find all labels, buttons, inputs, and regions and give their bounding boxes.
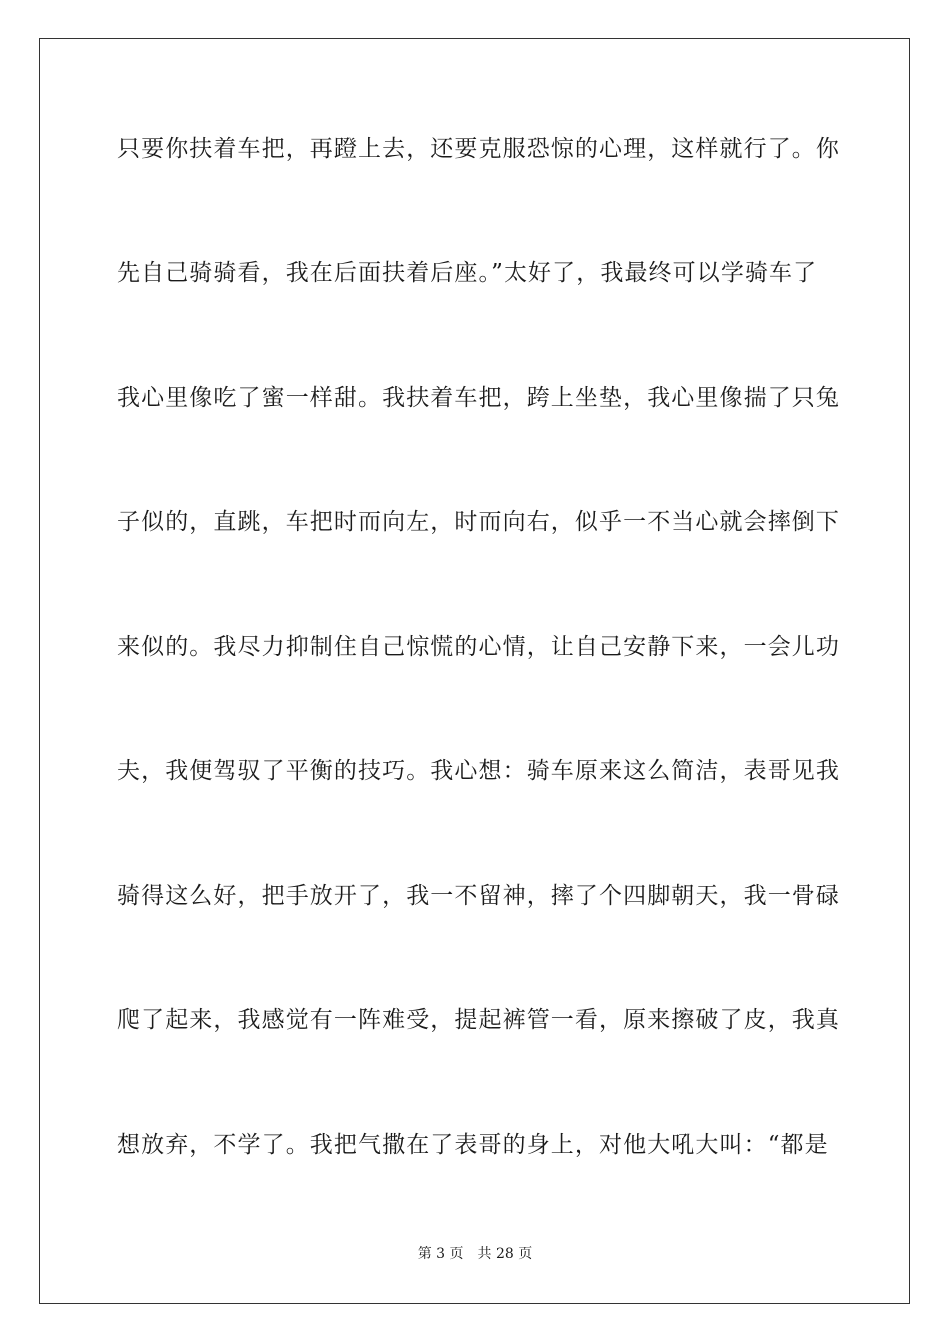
page-total: 共 28 页 xyxy=(477,1246,533,1262)
page-footer xyxy=(0,1245,950,1263)
text-line: 骑得这么好，把手放开了，我一不留神，摔了个四脚朝天，我一骨碌 xyxy=(117,883,840,909)
text-line: 想放弃，不学了。我把气撒在了表哥的身上，对他大吼大叫：“都是 xyxy=(117,1132,829,1158)
page-number: 第 3 页 xyxy=(417,1246,464,1262)
text-line: 来似的。我尽力抑制住自己惊慌的心情，让自己安静下来，一会儿功 xyxy=(117,634,840,660)
text-line: 我心里像吃了蜜一样甜。我扶着车把，跨上坐垫，我心里像揣了只兔 xyxy=(117,385,840,411)
page-border xyxy=(39,38,910,1304)
text-line: 只要你扶着车把，再蹬上去，还要克服恐惊的心理，这样就行了。你 xyxy=(117,136,840,162)
text-line: 夫，我便驾驭了平衡的技巧。我心想：骑车原来这么简洁，表哥见我 xyxy=(117,758,840,784)
text-line: 爬了起来，我感觉有一阵难受，提起裤管一看，原来擦破了皮，我真 xyxy=(117,1007,840,1033)
text-line: 子似的，直跳，车把时而向左，时而向右，似乎一不当心就会摔倒下 xyxy=(117,509,840,535)
text-line: 先自己骑骑看，我在后面扶着后座。”太好了，我最终可以学骑车了 xyxy=(117,260,818,286)
